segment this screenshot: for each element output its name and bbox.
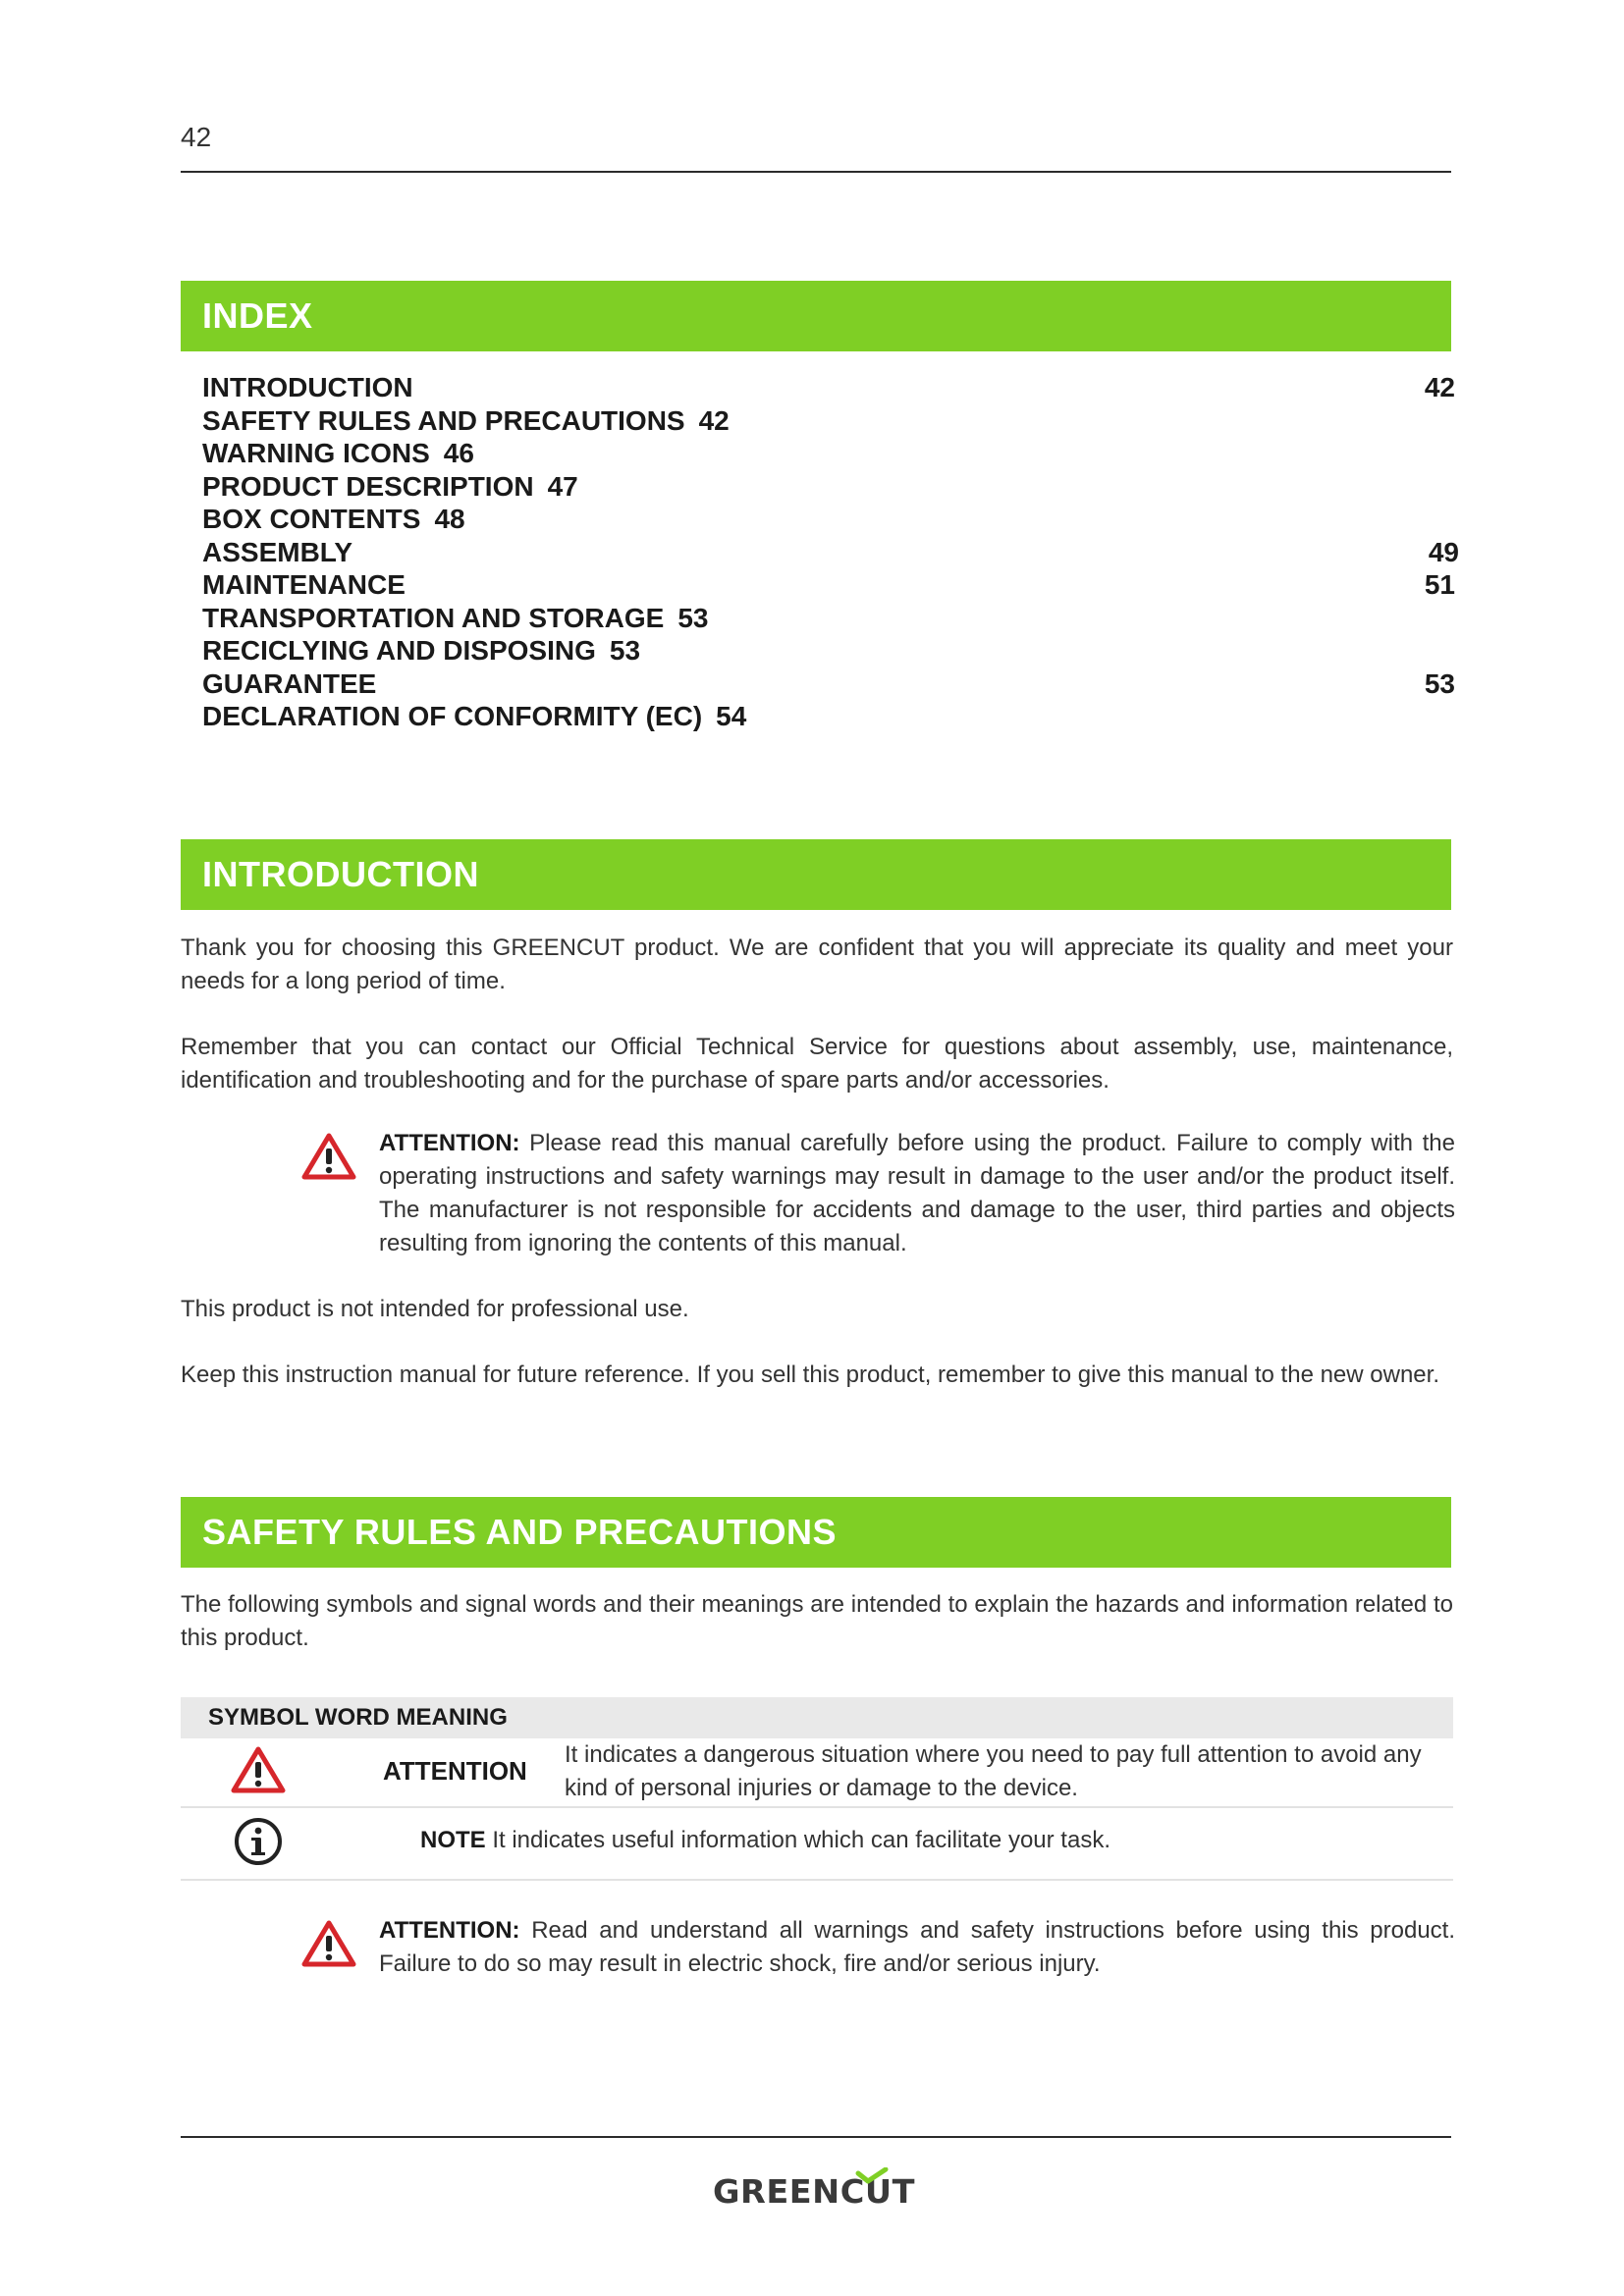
warning-triangle-icon — [230, 1744, 287, 1795]
toc-entry — [202, 503, 1455, 536]
info-circle-icon — [230, 1816, 287, 1867]
toc-entry-page: 54 — [716, 701, 747, 731]
intro-paragraph-1: Thank you for choosing this GREENCUT product. We are confident that you will appreciate its quality and meet your needs for a long period of time. — [181, 934, 1453, 994]
intro-attention-callout — [300, 1127, 1455, 1260]
table-row — [181, 1738, 1453, 1805]
toc-entry-title: WARNING ICONS — [202, 438, 430, 468]
toc-entry-page: 42 — [1424, 372, 1455, 402]
toc-entry — [202, 470, 1455, 504]
toc-entry-title: PRODUCT DESCRIPTION — [202, 470, 534, 502]
warning-triangle-icon — [300, 1918, 357, 1969]
safety-paragraph-1: The following symbols and signal words and their meanings are intended to explain the hazards and information related to this product. — [181, 1591, 1453, 1651]
intro-attention-text — [379, 1127, 1455, 1260]
safety-attention-callout — [300, 1914, 1455, 1981]
toc-entry-title: ASSEMBLY — [202, 536, 353, 567]
toc-entry-title: BOX CONTENTS — [202, 504, 421, 534]
safety-attention-body: Read and understand all warnings and safety instructions before using this product. Failure to do so may result in electric shock, fire and/or serious injury. — [379, 1917, 1455, 1977]
toc-entry-page: 53 — [677, 602, 709, 633]
table-row — [181, 1808, 1453, 1879]
table-word-note: NOTE — [420, 1827, 486, 1853]
toc-entry-title: TRANSPORTATION AND STORAGE — [202, 602, 665, 633]
toc-entry — [202, 536, 1459, 569]
safety-heading: SAFETY RULES AND PRECAUTIONS — [181, 1497, 1451, 1568]
toc-entry — [202, 602, 1455, 635]
greencut-logo — [713, 2167, 919, 2211]
toc-entry-page: 53 — [609, 635, 641, 666]
safety-attention-label: ATTENTION: — [379, 1917, 520, 1944]
toc-entry-title: INTRODUCTION — [202, 372, 413, 402]
table-meaning-note: It indicates useful information which can facilitate your task. — [492, 1827, 1110, 1853]
toc-entry-title: SAFETY RULES AND PRECAUTIONS — [202, 404, 685, 436]
table-word-attention: ATTENTION — [383, 1756, 527, 1786]
header-rule — [181, 171, 1451, 173]
toc-entry — [202, 371, 1455, 404]
table-divider — [181, 1879, 1453, 1881]
toc-entry — [202, 700, 1455, 733]
page-number: 42 — [181, 122, 212, 152]
intro-attention-body: Please read this manual carefully before using the product. Failure to comply with the operating instructions and safety warnings may result in damage to the user and/or the product itself. The manufacturer is not responsible for accidents and damage to the user, third parties and objects resulting from ignoring the contents of this manual. — [379, 1130, 1455, 1256]
footer-rule — [181, 2136, 1451, 2138]
introduction-heading: INTRODUCTION — [181, 839, 1451, 910]
intro-paragraph-3: This product is not intended for professional use. — [181, 1296, 689, 1322]
intro-paragraph-2: Remember that you can contact our Official Technical Service for questions about assembly, use, maintenance, identification and troubleshooting and for the purchase of spare parts and/or accessories. — [181, 1034, 1453, 1094]
intro-attention-label: ATTENTION: — [379, 1130, 520, 1156]
toc-entry — [202, 634, 1455, 667]
toc-entry-page: 46 — [443, 438, 474, 468]
logo-text: GREENCUT — [713, 2172, 915, 2211]
intro-paragraph-4: Keep this instruction manual for future reference. If you sell this product, remember to give this manual to the new owner. — [181, 1362, 1439, 1388]
safety-attention-text — [379, 1914, 1455, 1981]
toc-entry-page: 53 — [1424, 667, 1455, 699]
symbol-table-header: SYMBOL WORD MEANING — [181, 1697, 1453, 1738]
warning-triangle-icon — [300, 1131, 357, 1182]
table-note-line — [420, 1824, 1402, 1857]
toc-entry-title: RECICLYING AND DISPOSING — [202, 635, 596, 666]
toc-entry-title: MAINTENANCE — [202, 569, 406, 600]
toc-entry-title: DECLARATION OF CONFORMITY (EC) — [202, 701, 703, 731]
toc-entry-page: 47 — [547, 470, 578, 502]
table-meaning-attention: It indicates a dangerous situation where you need to pay full attention to avoid any kind of personal injuries or damage to the device. — [565, 1741, 1422, 1801]
toc-entry — [202, 568, 1455, 602]
toc-entry — [202, 437, 1455, 470]
toc-entry-page: 49 — [1428, 536, 1459, 567]
toc-entry — [202, 667, 1455, 701]
toc-entry-page: 51 — [1424, 569, 1455, 600]
table-of-contents — [202, 371, 1459, 733]
toc-entry — [202, 404, 1455, 438]
toc-entry-page: 48 — [434, 504, 465, 534]
index-heading: INDEX — [181, 281, 1451, 351]
toc-entry-title: GUARANTEE — [202, 667, 377, 699]
toc-entry-page: 42 — [698, 404, 730, 436]
